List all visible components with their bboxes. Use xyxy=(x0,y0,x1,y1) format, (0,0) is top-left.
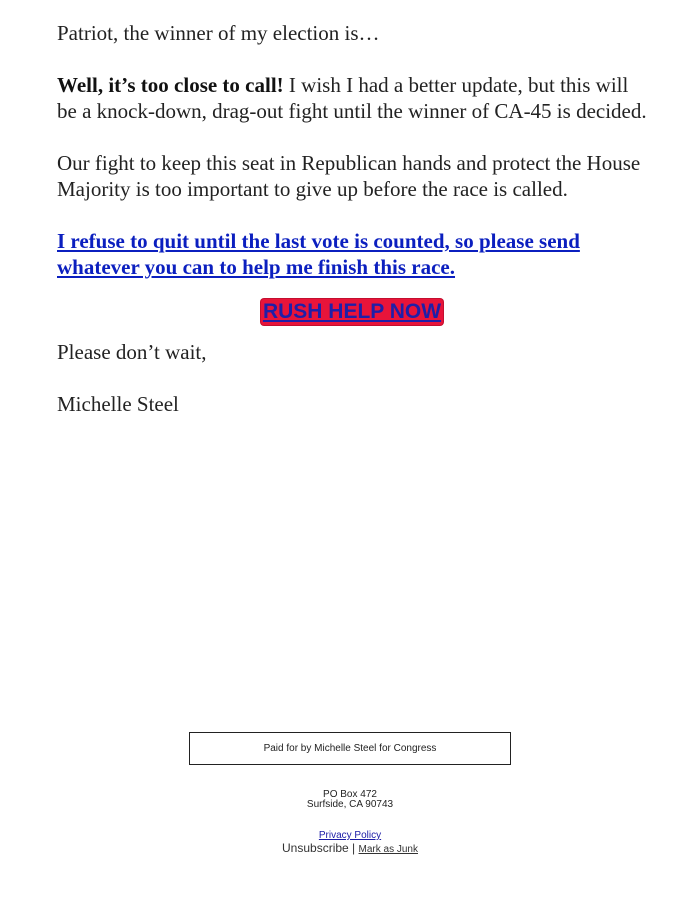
appeal-donate-link[interactable]: I refuse to quit until the last vote is counted, so please send whatever you can to help me finish this race. xyxy=(57,229,580,279)
paid-for-by-text: Paid for by Michelle Steel for Congress xyxy=(263,743,437,754)
link-separator: | xyxy=(348,841,359,855)
email-footer xyxy=(0,732,700,857)
fight-paragraph: Our fight to keep this seat in Republican hands and protect the House Majority is too important to give up before the race is called. xyxy=(57,151,641,201)
cta-container xyxy=(57,298,647,325)
mark-as-junk-link[interactable]: Mark as Junk xyxy=(358,844,418,855)
greeting-text: Patriot, the winner of my election is… xyxy=(57,21,380,45)
footer-links xyxy=(0,830,700,857)
mailing-address xyxy=(0,790,700,810)
update-paragraph xyxy=(57,72,647,124)
signature-text: Michelle Steel xyxy=(57,392,179,416)
privacy-policy-link[interactable]: Privacy Policy xyxy=(318,830,382,841)
email-body xyxy=(57,20,647,443)
address-line-1: PO Box 472 xyxy=(323,789,377,800)
unsubscribe-line xyxy=(0,841,700,857)
update-body: I wish I had a better update, but this will be a knock-down, drag-out fight until the winner of CA-45 is decided. xyxy=(57,73,647,123)
address-line-2: Surfside, CA 90743 xyxy=(306,799,394,810)
rush-help-now-button[interactable]: RUSH HELP NOW xyxy=(262,300,442,323)
appeal-paragraph xyxy=(57,228,647,280)
unsubscribe-text[interactable]: Unsubscribe xyxy=(282,841,349,855)
update-headline: Well, it’s too close to call! xyxy=(57,73,284,97)
paid-for-by-box xyxy=(189,732,511,765)
closing-text: Please don’t wait, xyxy=(57,340,207,364)
